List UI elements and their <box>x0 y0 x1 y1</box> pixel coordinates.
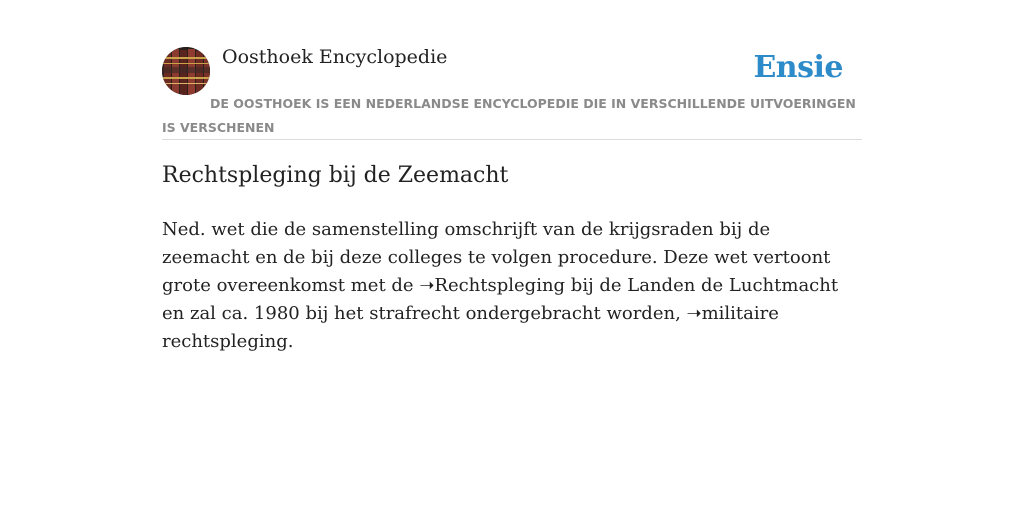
encyclopedia-books-icon[interactable] <box>162 47 210 95</box>
brand-logo[interactable]: Ensie <box>753 50 843 85</box>
link-militaire-rechtspleging[interactable]: ➝militaire rechtspleging <box>162 303 779 352</box>
link-rechtspleging-landmacht[interactable]: ➝Rechtspleging bij de Landen de Luchtmacht <box>419 275 839 296</box>
article-text: en zal ca. 1980 bij het strafrecht ondergebracht worden, <box>162 303 687 324</box>
article-title: Rechtspleging bij de Zeemacht <box>162 163 509 188</box>
page-container <box>162 0 862 352</box>
site-name[interactable]: Oosthoek Encyclopedie <box>222 46 448 68</box>
site-tagline: DE OOSTHOEK IS EEN NEDERLANDSE ENCYCLOPEDIE DIE IN VERSCHILLENDE UITVOERINGEN IS VERSCHENEN <box>162 96 856 135</box>
article-text: . <box>287 331 294 352</box>
article-body <box>162 216 862 356</box>
site-header <box>162 0 862 140</box>
article-text: Ned. wet die de samenstelling omschrijft van de krijgsraden bij de zeemacht en de bij deze colleges te volgen procedure. Deze wet vertoont grote overeenkomst met de <box>162 219 831 296</box>
